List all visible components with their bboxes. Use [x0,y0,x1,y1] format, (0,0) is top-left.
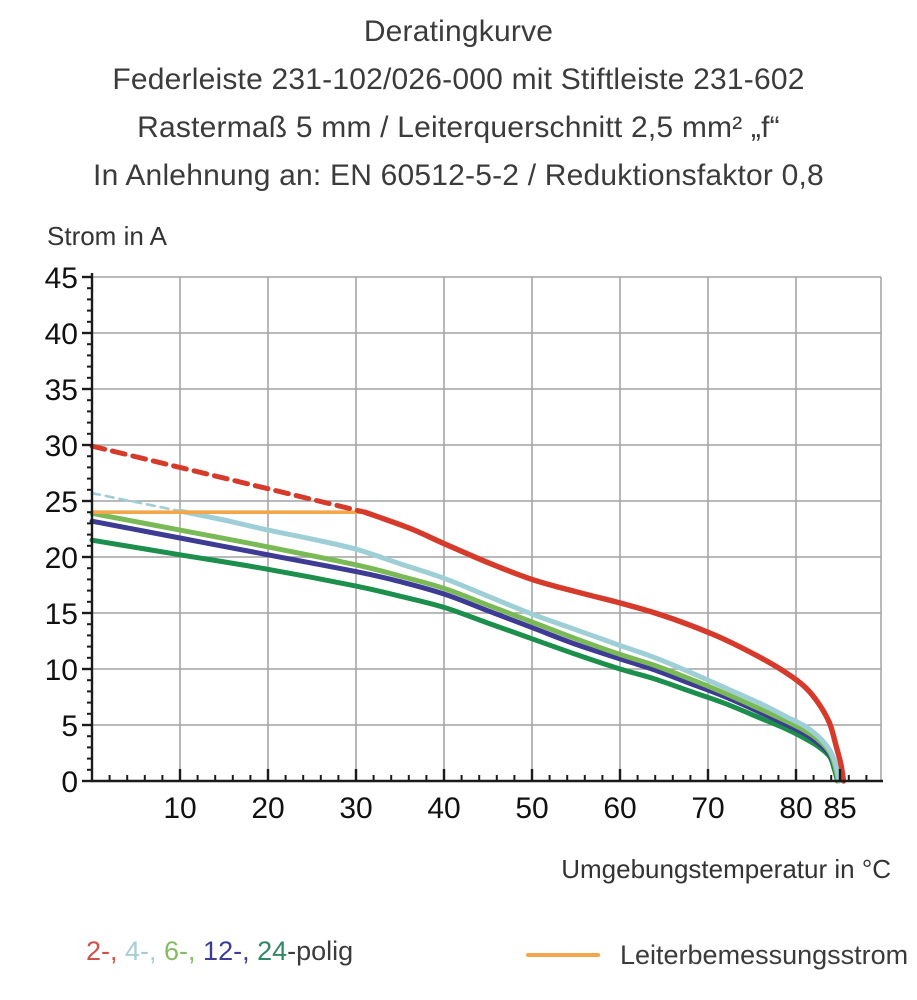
curve-24-polig [92,540,837,781]
chart-subtitle-2: Rastermaß 5 mm / Leiterquerschnitt 2,5 mm² „f“ [137,111,780,144]
rated-current-line-swatch [526,953,600,957]
y-tick-label: 5 [61,710,78,743]
y-axis-title: Strom in A [47,221,167,251]
x-tick-label: 50 [515,792,549,825]
y-tick-label: 45 [44,262,78,295]
x-tick-label: 30 [339,792,373,825]
poles-legend-item: 2-, [86,936,126,966]
x-tick-label: 40 [427,792,461,825]
x-tick-label: 80 [779,792,813,825]
rated-current-label: Leiterbemessungsstrom [620,939,909,970]
y-tick-label: 35 [44,374,78,407]
x-tick-label: 10 [163,792,197,825]
y-tick-label: 10 [44,654,78,687]
y-tick-label: 25 [44,486,78,519]
x-tick-label: 20 [251,792,285,825]
y-tick-label: 15 [44,598,78,631]
poles-legend-item: 24 [257,936,288,966]
poles-legend-item: 12-, [203,936,258,966]
y-tick-label: 20 [44,542,78,575]
poles-legend-item: 4-, [125,936,165,966]
chart-subtitle-1: Federleiste 231-102/026-000 mit Stiftleiste 231-602 [112,63,805,96]
x-tick-label: 85 [823,792,857,825]
curve-4-polig-dashed [92,493,180,511]
rated-current-legend [526,936,908,974]
chart-subtitle-3: In Anlehnung an: EN 60512-5-2 / Reduktionsfaktor 0,8 [93,159,824,192]
chart-title: Deratingkurve [363,15,554,48]
poles-legend-item: 6-, [164,936,204,966]
poles-legend [86,936,353,967]
y-tick-label: 0 [61,766,78,799]
x-tick-label: 70 [691,792,725,825]
y-tick-label: 40 [44,318,78,351]
poles-legend-item: -polig [287,936,354,966]
x-tick-label: 60 [603,792,637,825]
x-axis-title: Umgebungstemperatur in °C [561,854,891,884]
y-tick-label: 30 [44,430,78,463]
